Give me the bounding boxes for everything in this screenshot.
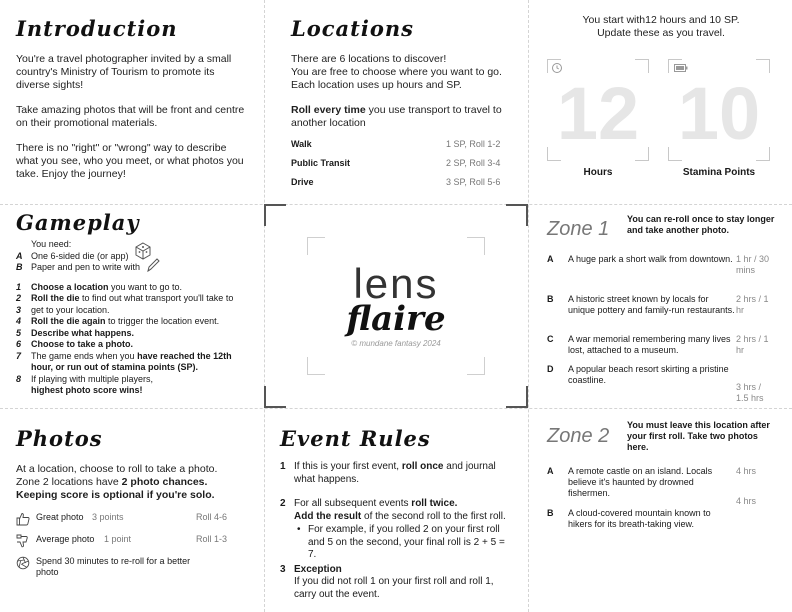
zone2-title: Zone 2 [547,425,610,447]
locations-line: You are free to choose where you want to go. [291,66,502,78]
location-time: 3 hrs / 1.5 hrs [736,382,764,403]
fold-line [0,408,792,409]
step-key: 7 [16,350,22,361]
zone1-list [547,254,782,404]
step-key: 6 [16,339,22,349]
transport-table [291,139,506,187]
photos-title: Photos [16,426,103,451]
location-key: B [547,508,554,518]
location-time: 1 hr / 30 mins [736,254,770,275]
logo-panel [264,204,528,408]
step-item [16,374,256,397]
location-desc: A remote castle on an island. Locals believe it's haunted by drowned fishermen. [568,466,713,498]
photo-score-label: Great photo [36,512,84,522]
needs-text: Paper and pen to write with [31,262,141,272]
step-item [16,293,256,305]
photo-score-label: Spend 30 minutes to re-roll for a better photo [36,556,191,577]
locations-panel [291,18,506,187]
step-text: The game ends when you [31,350,138,361]
photo-score-row [16,556,231,578]
step-bold: Choose a location [31,281,109,292]
location-time: 4 hrs [736,466,757,476]
intro-paragraph: Take amazing photos that will be front and centre on their promotional materials. [16,104,245,129]
location-desc: A war memorial remembering many lives lost, attached to a museum. [568,334,731,355]
locations-title: Locations [291,16,414,41]
counters-panel [530,14,792,204]
event-rule [280,564,515,602]
photos-line-text: Zone 2 locations have [16,476,122,488]
zone2-panel [547,420,782,548]
location-key: A [547,254,554,264]
event-rule [280,498,515,562]
step-key: 8 [16,373,22,384]
photos-panel [16,428,251,598]
rule-number: 3 [280,563,286,575]
location-item[interactable] [547,364,782,404]
step-item [16,339,256,351]
location-time: 2 hrs / 1 hr [736,334,769,355]
roll-instruction-rest: you use transport to travel to another location [291,104,502,129]
transport-row [291,158,506,168]
photo-score-points: 1 point [104,534,132,544]
pen-icon [146,257,160,273]
thumbs-up-icon [16,512,30,526]
transport-name: Walk [291,139,312,149]
needs-text: One 6-sided die (or app) [31,250,129,261]
step-item [16,282,256,294]
intro-paragraph: There is no "right" or "wrong" way to describe what you see, who you meet, or what photos you take. Enjoy the journey! [16,142,244,180]
needs-key: A [16,250,23,261]
logo [264,260,528,348]
introduction-title: Introduction [16,16,178,41]
photo-score-roll: Roll 4-6 [196,512,228,522]
step-bold: Roll the die again [31,316,106,326]
stamina-label: Stamina Points [682,167,756,178]
transport-row [291,139,506,149]
zone1-title: Zone 1 [547,218,610,240]
bullet-icon: • [297,524,301,535]
location-key: A [547,466,554,476]
needs-key: B [16,262,23,272]
location-key: C [547,334,554,344]
event-rules-panel [280,428,515,601]
rule-text: For all subsequent events [294,498,412,509]
location-desc: A popular beach resort skirting a pristine coastline. [568,364,729,385]
step-text: If playing with multiple players, [31,373,154,384]
location-time: 4 hrs [736,496,757,506]
photos-line: Keeping score is optional if you're solo. [16,489,215,501]
rule-number: 1 [280,461,286,472]
rule-bold: Exception [294,563,342,575]
step-text: you want to go to. [108,281,183,292]
counters-intro: You start with12 hours and 10 SP. [582,14,740,26]
rule-number: 2 [280,498,286,509]
gameplay-title: Gameplay [16,210,140,235]
logo-credit: © mundane fantasy 2024 [351,339,441,348]
roll-instruction [291,104,506,130]
step-key: 2 [16,293,22,303]
rule-bold: Add the result [294,510,362,522]
transport-cost: 3 SP, Roll 5-6 [446,177,501,187]
rule-example-text: For example, if you rolled 2 on your first roll and 5 on the second, your final roll is 2 + 5 = 7. [308,524,505,560]
step-key: 1 [16,281,22,292]
logo-line-lens: lens [353,260,439,307]
step-bold: Choose to take a photo. [31,339,134,349]
location-desc: A huge park a short walk from downtown. [568,254,733,264]
photos-line: At a location, choose to roll to take a photo. [16,463,218,475]
stamina-counter[interactable] [668,59,770,161]
stamina-value: 10 [677,72,761,155]
photo-score-row [16,512,231,526]
location-item[interactable] [547,254,782,294]
zone2-note: You must leave this location after your first roll. Take two photos here. [627,420,770,452]
step-item [16,305,256,317]
location-key: D [547,364,554,374]
locations-line: There are 6 locations to discover! [291,53,447,65]
transport-row [291,177,506,187]
rule-bold: roll twice. [411,498,458,509]
step-key: 5 [16,327,22,338]
transport-cost: 2 SP, Roll 3-4 [446,158,501,168]
hours-value: 12 [556,72,640,155]
location-desc: A cloud-covered mountain known to hikers for its breath-taking view. [568,508,711,529]
photo-score-points: 3 points [92,512,124,522]
locations-line: Each location uses up hours and SP. [291,79,462,91]
event-rule [280,461,515,486]
rule-example [294,524,509,562]
transport-name: Public Transit [291,158,351,168]
hours-counter[interactable] [547,59,649,161]
step-bold: Describe what happens. [31,327,135,338]
location-item[interactable] [547,294,782,334]
step-text: get to your location. [31,304,110,315]
step-text: to find out what transport you'll take to [79,293,234,303]
photo-score-label: Average photo [36,534,95,544]
needs-item [16,262,256,274]
logo-line-flaire: flaire [346,299,446,339]
step-bold: Roll the die [31,293,80,303]
step-item [16,316,256,328]
rule-text: and journal what happens. [294,461,496,485]
step-key: 4 [16,316,22,326]
event-rules-title: Event Rules [280,426,431,451]
roll-instruction-bold: Roll every time [291,104,366,116]
zone1-panel [547,214,782,404]
step-item [16,328,256,340]
rule-text: If you did not roll 1 on your first roll and roll 1, carry out the event. [294,576,494,600]
rule-text: If this is your first event, [294,461,402,472]
location-key: B [547,294,554,304]
photos-line [16,476,251,489]
counters-intro: Update these as you travel. [597,27,725,39]
rule-text: of the second roll to the first roll. [361,510,506,522]
photos-line-bold: 2 photo chances. [121,476,208,488]
steps-list [16,282,256,397]
location-item[interactable] [547,496,782,548]
gameplay-panel [16,212,256,397]
fold-line [528,0,529,612]
location-desc: A historic street known by locals for unique pottery and family-run restaurants. [568,294,735,315]
location-item[interactable] [547,334,782,364]
aperture-icon [16,556,30,570]
intro-paragraph: You're a travel photographer invited by a small country's Ministry of Tourism to promote its diverse sights! [16,53,232,91]
step-bold: have reached the 12th hour, or run out of stamina points (SP). [31,350,232,372]
step-key: 3 [16,304,22,315]
zone1-note: You can re-roll once to stay longer and take another photo. [627,214,775,235]
zone2-list [547,466,782,548]
thumbs-side-icon [16,534,30,548]
rule-bold: roll once [401,461,444,472]
step-text: to trigger the location event. [105,316,220,326]
step-bold: highest photo score wins! [31,385,143,395]
introduction-panel [16,18,246,193]
hours-label: Hours [583,167,613,178]
photo-score-row [16,534,231,548]
photo-score-roll: Roll 1-3 [196,534,228,544]
transport-cost: 1 SP, Roll 1-2 [446,139,501,149]
step-item [16,351,256,374]
location-time: 2 hrs / 1 hr [736,294,769,315]
needs-heading-text: You need: [31,239,72,249]
transport-name: Drive [291,177,314,187]
